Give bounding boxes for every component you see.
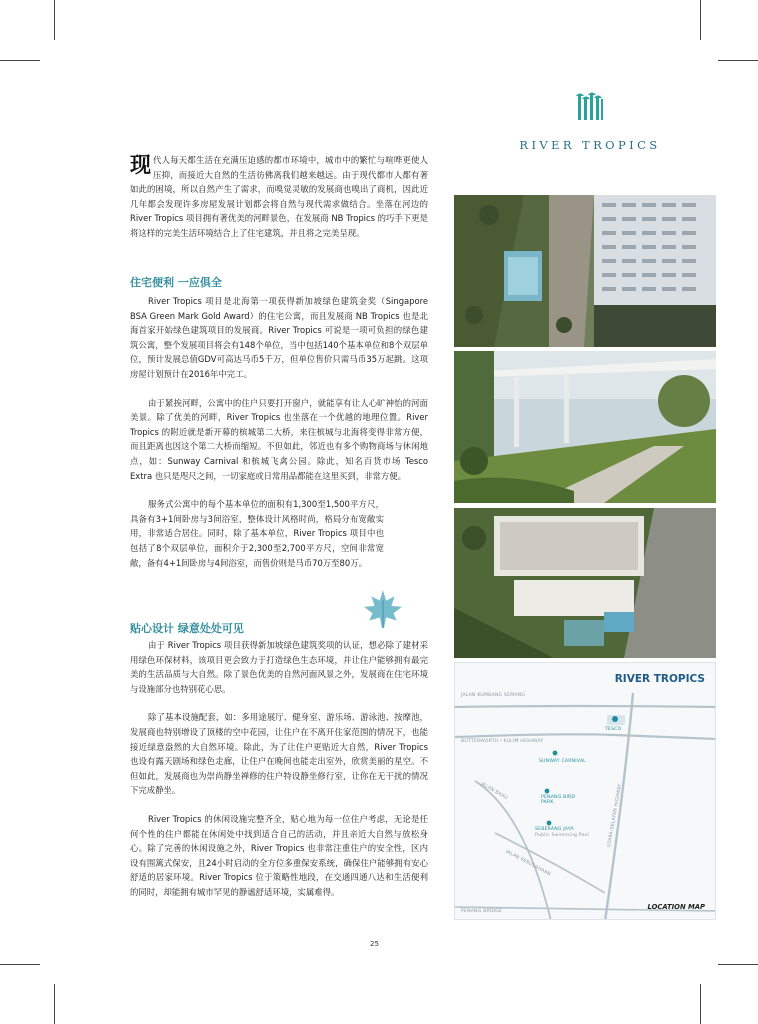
drop-cap: 现 [130, 153, 151, 177]
crop-mark [54, 984, 55, 1024]
section-convenience [130, 275, 428, 570]
map-label: BUTTERWORTH / KULIM HIGHWAY [461, 739, 544, 744]
crop-mark [0, 60, 40, 61]
map-label: PENANG BIRD PARK [541, 795, 576, 805]
tower-photo [454, 195, 716, 347]
location-map-caption: LOCATION MAP [647, 903, 705, 911]
section-heading: 贴心设计 绿意处处可见 [130, 622, 244, 635]
tree-logo-icon [575, 92, 605, 122]
map-label: TESCO [605, 727, 622, 732]
map-label: JALAN KUMBANG SEMANG [461, 693, 526, 698]
map-label: PENANG BRIDGE [461, 909, 503, 914]
body-paragraph: 服务式公寓中的每个基本单位的面积有1,300至1,500平方尺，具备有3+1间卧房与3间浴室，整体设计风格时尚，格局分布宽敞实用，非常适合居住。同时，除了基本单位，River Tropics 项目中也包括了8个双层单位，面积介于2,300至2,700平方尺，空间非常宽敞，备有4+1间卧房与4间浴室，而售价则是马币70万至80万。 [130, 499, 384, 568]
logo-wordmark: RIVER TROPICS [519, 138, 661, 152]
body-paragraph: 由于紧挨河畔，公寓中的住户只要打开窗户，就能享有让人心旷神怡的河面美景。除了优美的河畔，River Tropics 也坐落在一个优越的地理位置。River Tropics 的附近就是新开幕的槟城第二大桥，来往槟城与北海将变得非常方便，而且距离也因这个第二大桥而缩短。不但如此，邻近也有多个购物商场与休闲地点，如：Sunway Carnival 和槟城飞禽公园。除此，知名百货市场 Tesco Extra 也只是咫尺之间，一切家庭或日常用品都能在这里买到，非常方便。 [130, 397, 428, 481]
body-paragraph: 由于 River Tropics 项目获得新加坡绿色建筑奖项的认证，想必除了建材采用绿色环保材料，该项目更会致力于打造绿色生态环境，并让住户能够拥有最完美的生活品质与大自然。除了景色优美的自然河面风景之外，发展商在住宅环境与设施部分也特别花心思。 [130, 640, 428, 694]
section-design [130, 621, 428, 900]
map-label: Public Swimming Pool [535, 833, 590, 838]
body-paragraph: River Tropics 的休闲设施完整齐全，贴心地为每一位住户考虑，无论是任何个性的住户都能在休闲处中找到适合自己的活动，并且亲近大自然与放松身心。除了完善的休闲设施之外，River Tropics 也非常注重住户的安全性，区内设有围篱式保安，且24小时启动的全方位多重保安系统，确保住户能够拥有安心舒适的居家环境。River Tropics 位于策略性地段，在交通四通八达和生活便利的同时，却能拥有城市罕见的静谧舒适环境，实属难得。 [130, 813, 428, 897]
crop-mark [700, 0, 701, 40]
map-title: RIVER TROPICS [614, 673, 705, 685]
body-paragraph: 除了基本设施配套，如：多用途展厅、健身室、游乐场、游泳池、按摩池，发展商也特别增设了顶楼的空中花园，让住户在不离开住家范围的情况下，也能接近绿意盎然的大自然环境。除此，为了让住户更贴近大自然，River Tropics 也设有露天剧场和绿色走廊，让住户在晚间也能走出室外，欣赏美丽的星空。不但如此，发展商也为崇尚静坐禅修的住户特设静坐修行室，让你在无干扰的情况下完成静坐。 [130, 712, 428, 796]
intro-paragraph [130, 153, 428, 241]
location-map [454, 662, 716, 920]
aerial-plan-photo [454, 508, 716, 658]
brand-logo [495, 92, 685, 152]
intro-text: 代人每天都生活在充满压迫感的都市环境中，城市中的繁忙与喧哗更使人压抑，而接近大自然的生活彷佛离我们越来越远。由于现代都市人都有著如此的困境，所以自然产生了需求，而嗅觉灵敏的发展商也嗅出了商机，因此近几年都会发现许多房屋发展计划都会将自然与现代需求做结合。坐落在河边的 River Tropics 项目拥有著优美的河畔景色，在发展商 NB Tropics 的巧手下更是将这样的完美生活环境结合上了住宅建筑，并且将之完美呈现。 [130, 155, 428, 238]
crop-mark [0, 964, 40, 965]
map-label: SEBERANG JAYA [535, 827, 574, 832]
map-label: UTARA-SELATAN HIGHWAY [607, 783, 624, 848]
map-label: JALAN BARU [479, 781, 509, 802]
crop-mark [54, 0, 55, 40]
body-paragraph: River Tropics 项目是北海第一项获得新加坡绿色建筑金奖（Singapore BSA Green Mark Gold Award）的住宅公寓，而且发展商 NB Tropics 也是北海首家开始绿色建筑项目的发展商。River Tropics 可说是一项可负担的绿色建筑公寓，整个发展项目将会有148个单位，当中包括140个基本单位和8个双层单位，预计发展总值GDV可高达马币5千万，但单位售价只需马币35万起跳。这项房屋计划预计在2016年中完工。 [130, 296, 428, 379]
section-heading: 住宅便利 一应俱全 [130, 276, 222, 289]
intro-block [130, 153, 428, 241]
map-label: SUNWAY CARNIVAL [539, 759, 586, 764]
crop-mark [718, 60, 758, 61]
crop-mark [700, 984, 701, 1024]
page-number: 25 [370, 940, 379, 948]
map-label: JALAN PERUSAHAAN [504, 849, 552, 878]
crop-mark [718, 964, 758, 965]
courtyard-photo [454, 351, 716, 503]
